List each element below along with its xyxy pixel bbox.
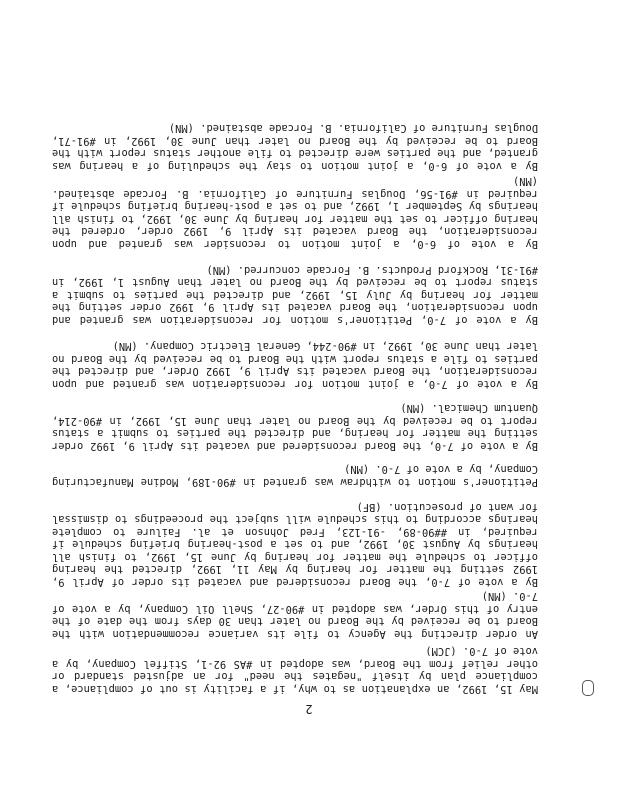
paragraph: An order directing the Agency to file its variance recommendation with the Board to be received by the Board no later than 30 days from the date of the entry of this Order, was adopted in #90-27, Shell Oil Company, by a vote of 7-0. (MN) (52, 590, 538, 640)
page-number: 2 (305, 702, 313, 716)
paragraph: By a vote of 7-0, a joint motion for reconsideration was granted and upon reconsideration, the Board vacated its April 9, 1992 Order, and directed the parties to file a status report with the Board to be received by the Board no later than June 30, 1992, in #90-244, General Electric Company. (MN) (52, 340, 538, 390)
paragraph: By a vote of 7-0, the Board reconsidered and vacated its order of April 9, 1992 setting the matter for hearing by May 11, 1992, directed the hearing officer to schedule the matter for hearing by June 15, 1992, to finish all hearings by August 30, 1992, and to set a post-hearing briefing schedule if required, in ##90-89, -91-123, Fred Johnson et al. Failure to complete hearings according to this schedule will subject the proceedings to dismissal for want of prosecution. (BF) (52, 501, 538, 588)
paragraph: Petitioner's motion to withdraw was granted in #90-189, Modine Manufacturing Company, by a vote of 7-0. (MN) (52, 463, 538, 488)
paragraph: By a vote of 6-0, a joint motion to stay the scheduling of a hearing was granted, and the parties were directed to file another status report with the Board to be received by the Board no later than June 30, 1992, in #91-71, Douglas Furniture of California. B. Forcade abstained. (MN) (52, 122, 538, 172)
scan-mark (582, 680, 594, 696)
paragraph: By a vote of 7-0, the Board reconsidered and vacated its April 9, 1992 order setting the matter for hearing, and directed the parties to submit a status report to be received by the Board no later than June 15, 1992, in #90-214, Quantum Chemical. (MN) (52, 402, 538, 452)
paragraph: By a vote of 7-0, Petitioner's motion for reconsideration was granted and upon reconsideration, the Board vacated its April 9, 1992 order setting the matter for hearing by July 15, 1992, and directed the parties to submit a status report to be received by the Board no later than August 1, 1992, in #91-31, Rockford Products. B. Forcade concurred. (MN) (52, 264, 538, 326)
paragraph: May 15, 1992, an explanation as to why, if a facility is out of compliance, a compliance plan by itself "negates the need" for an adjusted standard or other relief from the Board, was adopted in #AS 92-1, Stiffel Company, by a vote of 7-0. (JCM) (52, 645, 538, 695)
paragraph: By a vote of 6-0, a joint motion to reconsider was granted and upon reconsideration, the Board vacated its April 9, 1992 order, ordered the hearing officer to set the matter for hearing by June 30, 1992, to finish all hearings by September 1, 1992, and to set a post-hearing briefing schedule if required in #91-56, Douglas Furniture of California. B. Forcade abstained. (MN) (52, 175, 538, 250)
